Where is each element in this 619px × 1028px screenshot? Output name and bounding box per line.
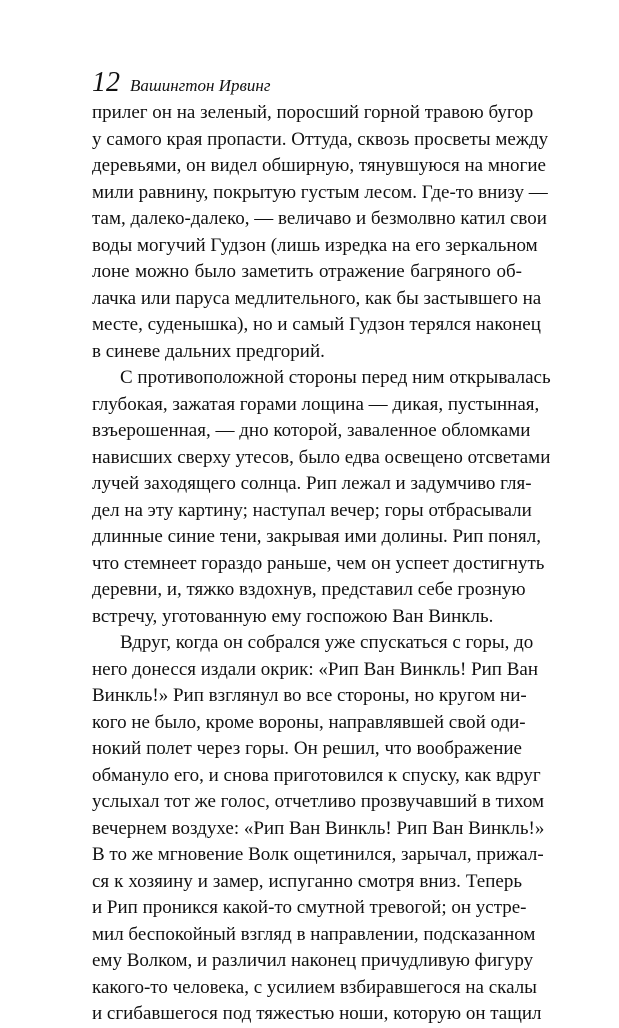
text-line: лучей заходящего солнца. Рип лежал и задумчиво гля- [92, 473, 532, 494]
text-line: мил беспокойный взгляд в направлении, подсказанном [92, 923, 536, 945]
running-title: Вашингтон Ирвинг [130, 76, 271, 95]
paragraph-3 [92, 630, 545, 1028]
page-number: 12 [92, 67, 120, 98]
text-line: лачка или паруса медлительного, как бы застывшего на [92, 287, 542, 309]
text-line: дел на эту картину; наступал вечер; горы отбрасывали [92, 499, 532, 521]
text-line: Винкль!» Рип взглянул во все стороны, но кругом ни- [92, 685, 527, 706]
text-line: ся к хозяину и замер, испуганно смотря вниз. Теперь [92, 870, 522, 892]
text-line: у самого края пропасти. Оттуда, сквозь просветы между [92, 128, 549, 150]
text-line: вечернем воздухе: «Рип Ван Винкль! Рип Ван Винкль!» [92, 817, 545, 839]
text-line: обмануло его, и снова приготовился к спуску, как вдруг [92, 764, 541, 786]
text-line: него донесся издали окрик: «Рип Ван Винкль! Рип Ван [92, 658, 538, 680]
text-line: встречу, уготованную ему госпожою Ван Винкль. [92, 605, 494, 627]
text-line: глубокая, зажатая горами лощина — дикая, пустынная, [92, 393, 540, 415]
text-line: месте, суденышка), но и самый Гудзон терялся наконец [92, 314, 541, 335]
text-line: длинные синие тени, закрывая ими долины. Рип понял, [92, 526, 541, 547]
paragraph-1 [92, 100, 549, 365]
text-line: Вдруг, когда он собрался уже спускаться с горы, до [120, 632, 534, 653]
text-line: С противоположной стороны перед ним открывалась [120, 367, 551, 388]
text-line: что стемнеет гораздо раньше, чем он успеет достигнуть [92, 552, 545, 574]
text-line: услыхал тот же голос, отчетливо прозвучавший в тихом [92, 791, 545, 812]
body-text [92, 100, 551, 1028]
text-line: ему Волком, и различил наконец причудливую фигуру [92, 950, 534, 971]
text-line: деревни, и, тяжко вздохнув, представил себе грозную [92, 579, 526, 600]
text-line: нависших сверху утесов, было едва освещено отсветами [92, 446, 551, 468]
page-header [92, 66, 270, 100]
text-line: взъерошенная, — дно которой, заваленное обломками [92, 420, 531, 441]
paragraph-2 [92, 365, 551, 630]
text-line: кого не было, кроме вороны, направлявшей свой оди- [92, 711, 526, 733]
text-line: мили равнину, покрытую густым лесом. Где-то внизу — [92, 181, 548, 203]
text-line: в синеве дальних предгорий. [92, 340, 325, 362]
text-line: воды могучий Гудзон (лишь изредка на его зеркальном [92, 234, 538, 256]
text-line: и Рип проникся какой-то смутной тревогой; он устре- [92, 897, 527, 918]
text-line: В то же мгновение Волк ощетинился, зарычал, прижал- [92, 844, 544, 865]
text-line: деревьями, он видел обширную, тянувшуюся на многие [92, 155, 546, 176]
text-line: прилег он на зеленый, поросший горной травою бугор [92, 102, 534, 123]
text-line: лоне можно было заметить отражение багряного об- [92, 261, 522, 282]
text-line: там, далеко-далеко, — величаво и безмолвно катил свои [92, 208, 547, 229]
text-line: какого-то человека, с усилием взбиравшегося на скалы [92, 976, 537, 998]
text-line: нокий полет через горы. Он решил, что воображение [92, 738, 522, 759]
text-line: и сгибавшегося под тяжестью ноши, которую он тащил [92, 1003, 542, 1024]
